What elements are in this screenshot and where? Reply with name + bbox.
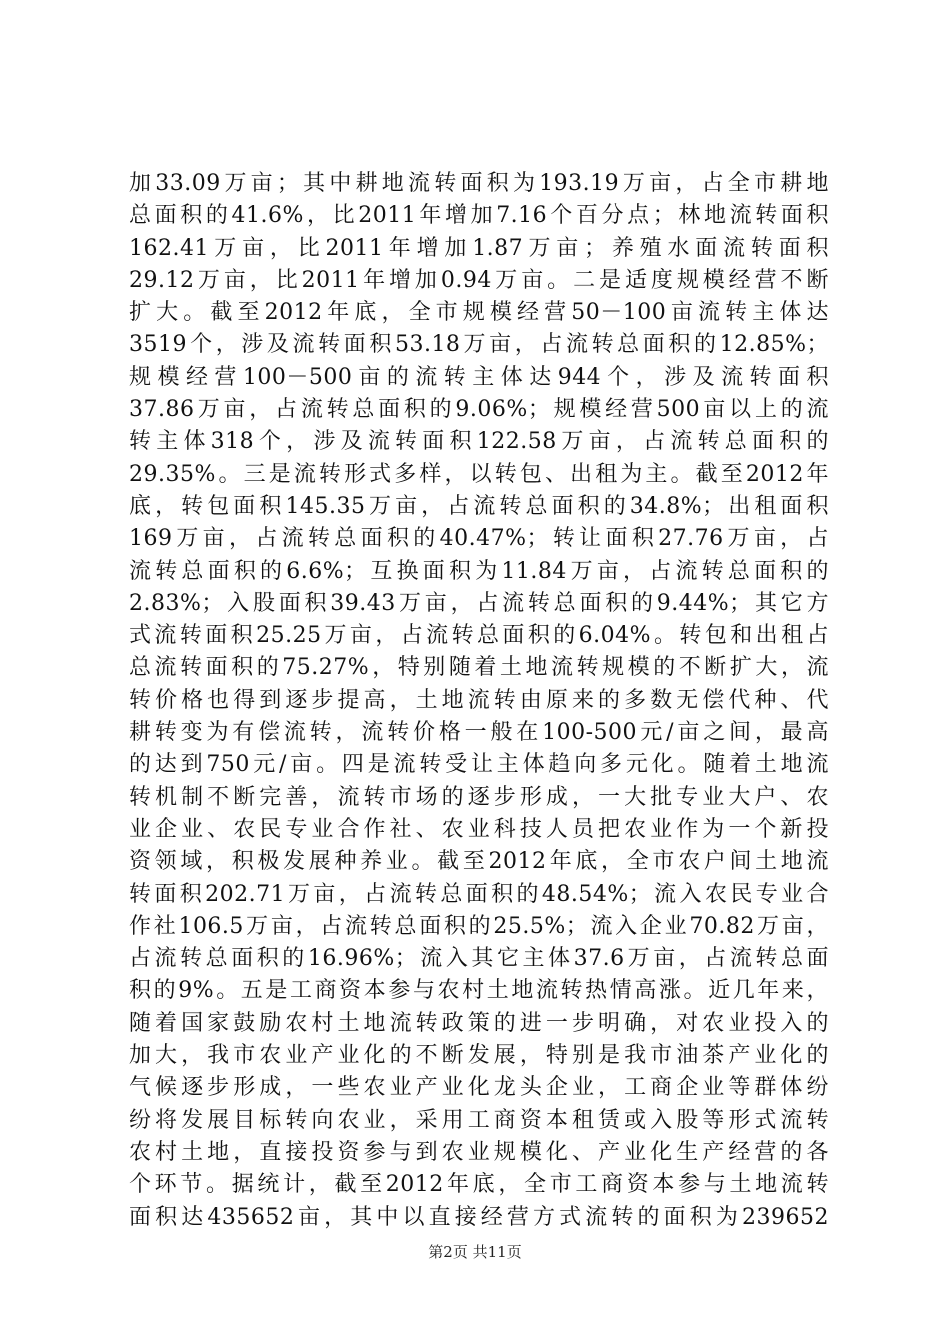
text-line: 式流转面积25.25万亩，占流转总面积的6.04%。转包和出租占: [129, 623, 829, 649]
text-line: 162.41万亩，比2011年增加1.87万亩；养殖水面流转面积: [129, 235, 829, 261]
text-line: 总流转面积的75.27%，特别随着土地流转规模的不断扩大，流: [129, 655, 829, 681]
text-line: 面积达435652亩，其中以直接经营方式流转的面积为239652: [129, 1204, 829, 1230]
text-line: 随着国家鼓励农村土地流转政策的进一步明确，对农业投入的: [129, 1010, 829, 1036]
text-line: 29.35%。三是流转形式多样，以转包、出租为主。截至2012年: [129, 461, 829, 487]
text-line: 占流转总面积的16.96%；流入其它主体37.6万亩，占流转总面: [129, 946, 829, 972]
text-line: 的达到750元/亩。四是流转受让主体趋向多元化。随着土地流: [129, 752, 829, 778]
body-text: [129, 168, 829, 1234]
text-line: 底，转包面积145.35万亩，占流转总面积的34.8%；出租面积: [129, 493, 829, 519]
page-number-footer: 第2页 共11页: [428, 1243, 522, 1261]
text-line: 转面积202.71万亩，占流转总面积的48.54%；流入农民专业合: [129, 881, 829, 907]
text-line: 气候逐步形成，一些农业产业化龙头企业，工商企业等群体纷: [129, 1075, 829, 1101]
text-line: 转主体318个，涉及流转面积122.58万亩，占流转总面积的: [129, 429, 829, 455]
text-line: 农村土地，直接投资参与到农业规模化、产业化生产经营的各: [129, 1139, 829, 1165]
text-line: 2.83%；入股面积39.43万亩，占流转总面积的9.44%；其它方: [129, 590, 829, 616]
text-line: 个环节。据统计，截至2012年底，全市工商资本参与土地流转: [129, 1172, 829, 1198]
text-line: 纷将发展目标转向农业，采用工商资本租赁或入股等形式流转: [129, 1107, 829, 1133]
text-line: 加33.09万亩；其中耕地流转面积为193.19万亩，占全市耕地: [129, 171, 829, 196]
text-line: 169万亩，占流转总面积的40.47%；转让面积27.76万亩，占: [129, 526, 829, 552]
text-line: 总面积的41.6%，比2011年增加7.16个百分点；林地流转面积: [129, 203, 829, 229]
text-line: 耕转变为有偿流转，流转价格一般在100-500元/亩之间，最高: [129, 720, 829, 746]
text-line: 转机制不断完善，流转市场的逐步形成，一大批专业大户、农: [129, 784, 829, 810]
text-line: 37.86万亩，占流转总面积的9.06%；规模经营500亩以上的流: [129, 397, 829, 423]
text-line: 29.12万亩，比2011年增加0.94万亩。二是适度规模经营不断: [129, 267, 829, 293]
text-line: 加大，我市农业产业化的不断发展，特别是我市油茶产业化的: [129, 1043, 829, 1069]
text-line: 规模经营100－500亩的流转主体达944个，涉及流转面积: [129, 364, 829, 390]
text-line: 业企业、农民专业合作社、农业科技人员把农业作为一个新投: [129, 816, 829, 842]
text-line: 资领域，积极发展种养业。截至2012年底，全市农户间土地流: [129, 849, 829, 875]
text-line: 3519个，涉及流转面积53.18万亩，占流转总面积的12.85%；: [129, 332, 829, 358]
text-line: 扩大。截至2012年底，全市规模经营50－100亩流转主体达: [129, 300, 829, 326]
text-line: 流转总面积的6.6%；互换面积为11.84万亩，占流转总面积的: [129, 558, 829, 584]
text-line: 积的9%。五是工商资本参与农村土地流转热情高涨。近几年来，: [129, 978, 829, 1004]
text-line: 作社106.5万亩，占流转总面积的25.5%；流入企业70.82万亩，: [129, 913, 829, 939]
text-line: 转价格也得到逐步提高，土地流转由原来的多数无偿代种、代: [129, 687, 829, 713]
